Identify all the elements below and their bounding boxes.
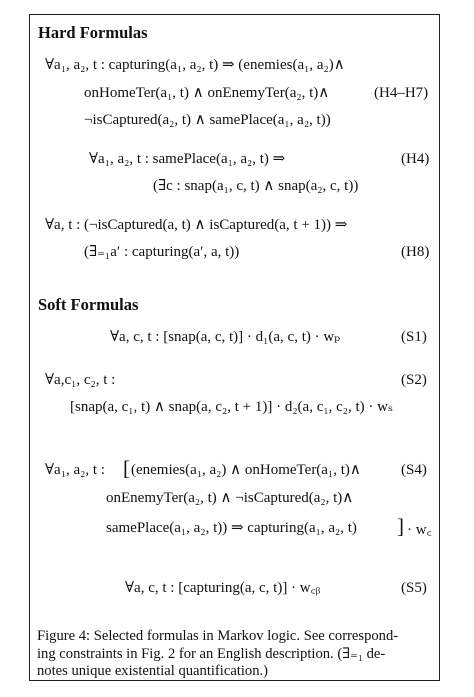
formula-s4-weight: · w꜀ xyxy=(407,522,432,538)
tag-s1: (S1) xyxy=(401,329,427,345)
formula-h4-h7-line2: onHomeTer(a₁, t) ∧ onEnemyTer(a₂, t)∧ xyxy=(84,85,330,101)
formula-h4-line2: (∃c : snap(a₁, c, t) ∧ snap(a₂, c, t)) xyxy=(153,178,359,194)
formula-s2-line2: [snap(a, c₁, t) ∧ snap(a, c₂, t + 1)] · d₂(a, c₁, c₂, t) · wₛ xyxy=(70,399,394,415)
soft-formulas-heading: Soft Formulas xyxy=(38,295,139,314)
caption-line3: notes unique existential quantification.) xyxy=(37,663,269,679)
formula-h4-h7-line3: ¬isCaptured(a₂, t) ∧ samePlace(a₁, a₂, t)) xyxy=(84,112,331,128)
caption-label: Figure 4: xyxy=(37,628,91,644)
tag-h8: (H8) xyxy=(401,244,430,260)
formula-s4-line1: (enemies(a₁, a₂) ∧ onHomeTer(a₁, t)∧ xyxy=(131,462,361,478)
tag-s5: (S5) xyxy=(401,580,427,596)
tag-h4: (H4) xyxy=(401,151,430,167)
tag-h4-h7: (H4–H7) xyxy=(374,85,429,101)
formula-s4-line2: onEnemyTer(a₂, t) ∧ ¬isCaptured(a₂, t)∧ xyxy=(106,490,354,506)
caption-line1: Selected formulas in Markov logic. See correspond- xyxy=(93,628,399,644)
tag-s4: (S4) xyxy=(401,462,427,478)
formula-s2-line1: ∀a,c₁, c₂, t : xyxy=(45,372,116,388)
formula-h8-line2: (∃₌₁a′ : capturing(a′, a, t)) xyxy=(84,244,240,260)
formula-s1: ∀a, c, t : [snap(a, c, t)] · d₁(a, c, t) · wₚ xyxy=(110,329,341,345)
formula-h4-h7-line1: ∀a₁, a₂, t : capturing(a₁, a₂, t) ⇒ (enemies(a₁, a₂)∧ xyxy=(45,57,345,73)
formula-s4-open-bracket: [ xyxy=(123,456,130,480)
formula-h8-line1: ∀a, t : (¬isCaptured(a, t) ∧ isCaptured(a, t + 1)) ⇒ xyxy=(45,217,348,233)
hard-formulas-heading: Hard Formulas xyxy=(38,23,148,42)
formula-s4-quantifier: ∀a₁, a₂, t : xyxy=(45,462,105,478)
formula-s4-close-bracket: ] xyxy=(397,514,404,538)
formula-s5: ∀a, c, t : [capturing(a, c, t)] · w꜀ᵦ xyxy=(125,580,321,596)
figure-caption xyxy=(37,628,435,681)
tag-s2: (S2) xyxy=(401,372,427,388)
formula-s4-line3: samePlace(a₁, a₂, t)) ⇒ capturing(a₁, a₂, t) xyxy=(106,520,357,536)
formula-h4-line1: ∀a₁, a₂, t : samePlace(a₁, a₂, t) ⇒ xyxy=(89,151,286,167)
caption-line2: ing constraints in Fig. 2 for an English description. (∃₌₁ de- xyxy=(37,645,386,662)
